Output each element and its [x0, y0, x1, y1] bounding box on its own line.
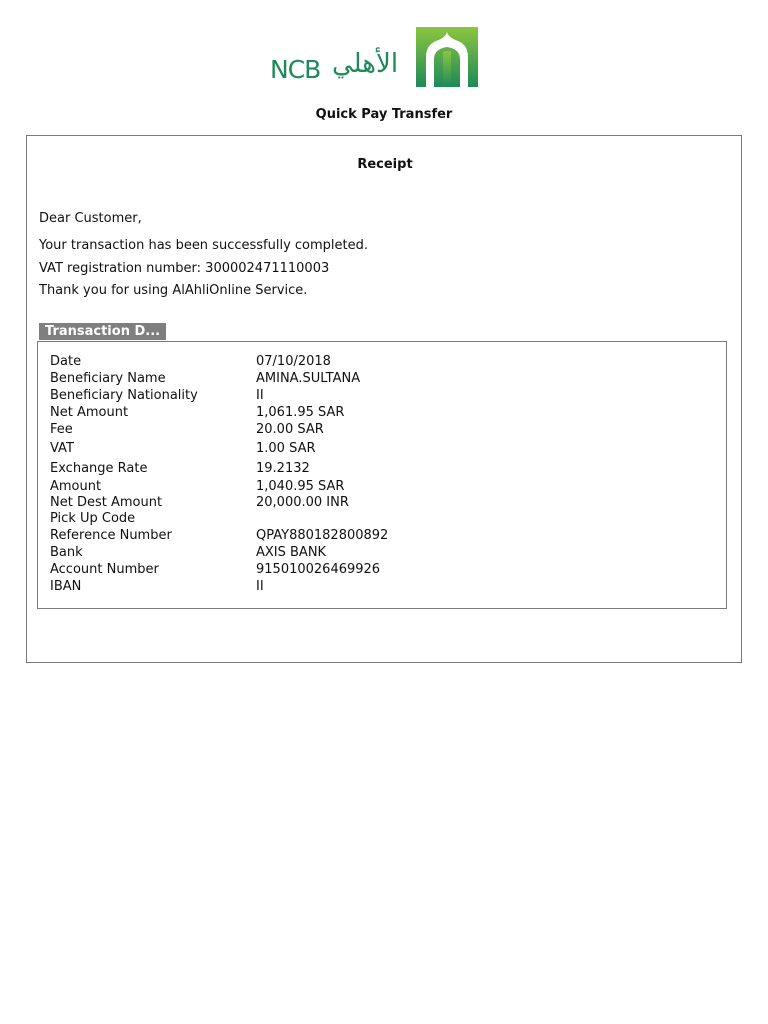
detail-value: 1,061.95 SAR	[256, 405, 345, 420]
detail-label: Beneficiary Name	[50, 371, 166, 386]
detail-value: 1.00 SAR	[256, 441, 316, 456]
vat-registration-text: VAT registration number: 300002471110003	[39, 261, 330, 276]
thank-you-text: Thank you for using AlAhliOnline Service.	[39, 283, 308, 298]
ncb-logo	[270, 27, 480, 91]
receipt-title: Receipt	[357, 157, 413, 172]
detail-value: 07/10/2018	[256, 354, 331, 369]
detail-value: QPAY880182800892	[256, 528, 389, 543]
detail-value: AMINA.SULTANA	[256, 371, 361, 386]
page-title: Quick Pay Transfer	[315, 107, 453, 122]
detail-label: Pick Up Code	[50, 511, 136, 526]
logo-text-ar: الأهلي	[332, 49, 399, 79]
detail-label: Reference Number	[50, 528, 172, 543]
detail-value: 19.2132	[256, 461, 310, 476]
detail-value: 1,040.95 SAR	[256, 479, 345, 494]
detail-label: VAT	[50, 441, 74, 456]
greeting-text: Dear Customer,	[39, 211, 142, 226]
detail-label: Net Dest Amount	[50, 495, 163, 510]
detail-label: Net Amount	[50, 405, 129, 420]
detail-value: 915010026469926	[256, 562, 381, 577]
detail-label: Date	[50, 354, 82, 369]
detail-label: Account Number	[50, 562, 159, 577]
transaction-details-tab: Transaction D...	[39, 323, 166, 340]
detail-value: AXIS BANK	[256, 545, 327, 560]
detail-value: 20.00 SAR	[256, 422, 324, 437]
detail-label: Bank	[50, 545, 83, 560]
detail-label: Beneficiary Nationality	[50, 388, 198, 403]
detail-label: Amount	[50, 479, 102, 494]
detail-value: II	[256, 388, 264, 403]
logo-text-en: NCB	[270, 55, 321, 84]
transaction-details-panel	[37, 341, 727, 609]
receipt-panel	[26, 135, 742, 663]
detail-label: Fee	[50, 422, 73, 437]
detail-value: 20,000.00 INR	[256, 495, 349, 510]
detail-value: II	[256, 579, 264, 594]
detail-label: Exchange Rate	[50, 461, 148, 476]
detail-label: IBAN	[50, 579, 82, 594]
success-message: Your transaction has been successfully completed.	[39, 238, 369, 253]
arch-logo-icon	[416, 27, 478, 87]
